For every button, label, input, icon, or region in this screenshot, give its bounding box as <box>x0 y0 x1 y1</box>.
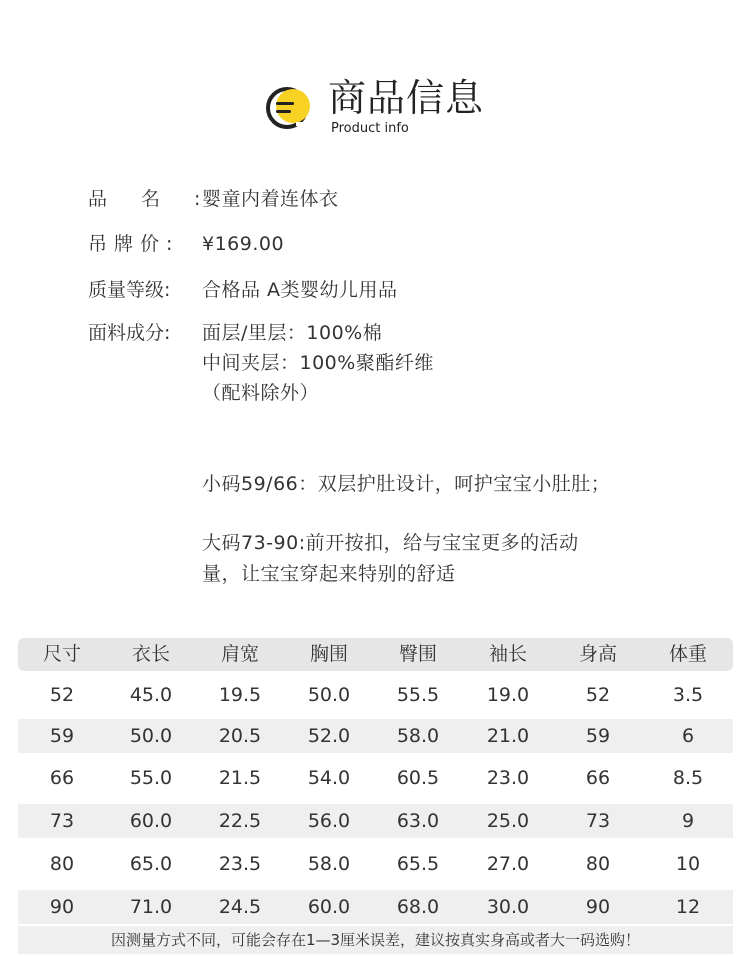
table-cell: 30.0 <box>486 896 530 918</box>
table-header-cell: 身高 <box>578 643 617 665</box>
table-cell: 66 <box>585 767 611 789</box>
table-cell: 80 <box>585 853 611 875</box>
table-cell: 58.0 <box>396 725 440 747</box>
table-header-cell: 袖长 <box>488 643 527 665</box>
table-cell: 56.0 <box>307 810 351 832</box>
table-cell: 60.5 <box>396 767 440 789</box>
table-cell: 23.0 <box>486 767 530 789</box>
feature-large-size-line-1: 大码73-90:前开按扣，给与宝宝更多的活动 <box>202 532 579 554</box>
table-cell: 66 <box>49 767 75 789</box>
table-cell: 58.0 <box>307 853 351 875</box>
table-cell: 9 <box>681 810 695 832</box>
table-header-cell: 胸围 <box>309 643 348 665</box>
table-cell: 80 <box>49 853 75 875</box>
table-row <box>18 761 733 795</box>
table-row <box>18 678 733 712</box>
table-cell: 52.0 <box>307 725 351 747</box>
table-cell: 90 <box>585 896 611 918</box>
price-value: ¥169.00 <box>202 233 285 255</box>
table-cell: 59 <box>585 725 611 747</box>
table-cell: 21.5 <box>218 767 262 789</box>
table-row <box>18 890 733 924</box>
name-label: 品名: <box>88 188 235 210</box>
table-cell: 25.0 <box>486 810 530 832</box>
table-cell: 73 <box>585 810 611 832</box>
grade-label: 质量等级: <box>88 279 171 301</box>
table-cell: 3.5 <box>672 684 704 706</box>
table-row <box>18 719 733 753</box>
section-header <box>262 74 502 144</box>
product-info-icon <box>262 86 314 130</box>
table-cell: 52 <box>585 684 611 706</box>
grade-value: 合格品 A类婴幼儿用品 <box>202 279 398 301</box>
table-header-row <box>18 638 733 671</box>
name-value: 婴童内着连体衣 <box>202 188 339 210</box>
table-cell: 60.0 <box>129 810 173 832</box>
table-header-cell: 衣长 <box>131 643 170 665</box>
table-header-cell: 臀围 <box>398 643 437 665</box>
table-cell: 90 <box>49 896 75 918</box>
page-title: 商品信息 <box>328 76 485 120</box>
feature-small-size: 小码59/66：双层护肚设计，呵护宝宝小肚肚； <box>202 473 611 495</box>
fabric-line-3: （配料除外） <box>202 382 320 404</box>
table-cell: 65.0 <box>129 853 173 875</box>
table-cell: 60.0 <box>307 896 351 918</box>
table-cell: 23.5 <box>218 853 262 875</box>
table-cell: 52 <box>49 684 75 706</box>
table-cell: 63.0 <box>396 810 440 832</box>
feature-large-size-line-2: 量，让宝宝穿起来特别的舒适 <box>202 563 456 585</box>
table-cell: 55.0 <box>129 767 173 789</box>
price-label: 吊牌价: <box>88 233 180 255</box>
table-cell: 45.0 <box>129 684 173 706</box>
table-cell: 19.0 <box>486 684 530 706</box>
table-cell: 54.0 <box>307 767 351 789</box>
fabric-line-2: 中间夹层：100%聚酯纤维 <box>202 352 434 374</box>
table-cell: 8.5 <box>672 767 704 789</box>
table-cell: 22.5 <box>218 810 262 832</box>
table-cell: 55.5 <box>396 684 440 706</box>
table-cell: 20.5 <box>218 725 262 747</box>
table-cell: 19.5 <box>218 684 262 706</box>
table-cell: 6 <box>681 725 695 747</box>
table-cell: 12 <box>675 896 701 918</box>
table-cell: 68.0 <box>396 896 440 918</box>
fabric-label: 面料成分: <box>88 322 171 344</box>
table-cell: 50.0 <box>129 725 173 747</box>
table-cell: 59 <box>49 725 75 747</box>
table-cell: 73 <box>49 810 75 832</box>
table-cell: 65.5 <box>396 853 440 875</box>
table-header-cell: 体重 <box>668 643 707 665</box>
measurement-note: 因测量方式不同，可能会存在1—3厘米误差，建议按真实身高或者大一码选购！ <box>18 926 733 954</box>
table-header-cell: 尺寸 <box>42 643 81 665</box>
table-cell: 50.0 <box>307 684 351 706</box>
table-header-cell: 肩宽 <box>220 643 259 665</box>
table-row <box>18 847 733 881</box>
fabric-line-1: 面层/里层：100%棉 <box>202 322 383 344</box>
table-cell: 21.0 <box>486 725 530 747</box>
table-cell: 71.0 <box>129 896 173 918</box>
table-cell: 10 <box>675 853 701 875</box>
table-row <box>18 804 733 838</box>
table-cell: 27.0 <box>486 853 530 875</box>
page-subtitle: Product info <box>331 121 409 136</box>
table-cell: 24.5 <box>218 896 262 918</box>
